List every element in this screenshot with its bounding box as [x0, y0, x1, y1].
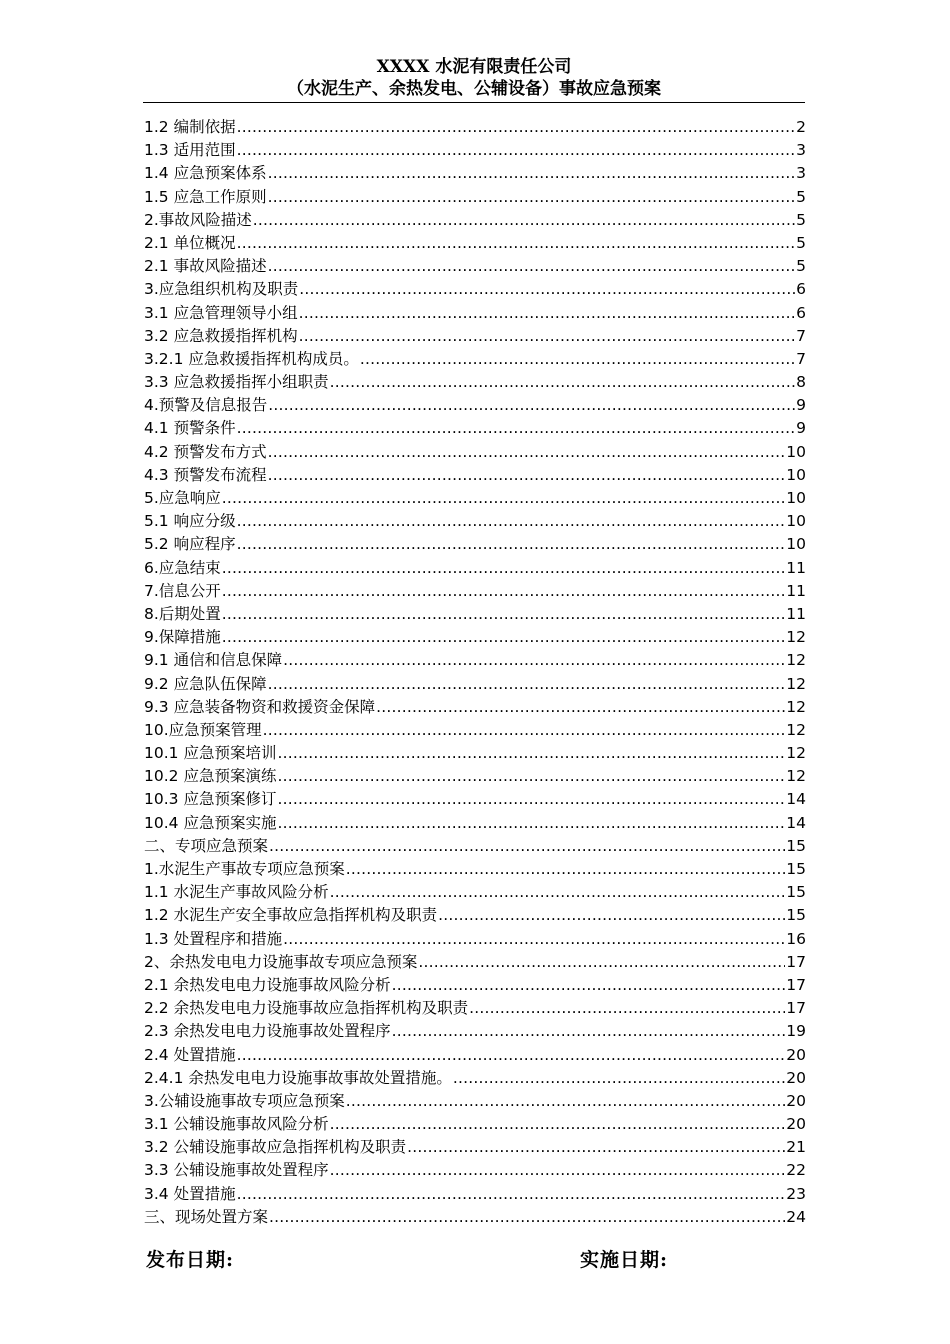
toc-dot-leader [299, 302, 796, 325]
toc-entry-title: 10.1 应急预案培训 [144, 744, 277, 763]
toc-dot-leader [346, 1090, 785, 1113]
toc-entry-title: 1.1 水泥生产事故风险分析 [144, 883, 329, 902]
toc-entry[interactable] [144, 1020, 806, 1043]
toc-entry[interactable] [144, 533, 806, 556]
toc-dot-leader [268, 394, 795, 417]
toc-entry-page-number: 5 [796, 187, 806, 206]
toc-entry[interactable] [144, 162, 806, 185]
toc-entry-title: 7.信息公开 [144, 581, 221, 600]
toc-entry[interactable] [144, 904, 806, 927]
toc-entry-title: 3.3 应急救援指挥小组职责 [144, 373, 329, 392]
toc-entry-title: 2.4 处置措施 [144, 1045, 236, 1064]
toc-entry-page-number: 11 [786, 604, 806, 623]
release-date-label: 发布日期: [146, 1249, 235, 1271]
toc-entry[interactable] [144, 510, 806, 533]
toc-entry-page-number: 5 [796, 210, 806, 229]
table-of-contents [144, 116, 806, 1229]
toc-entry-page-number: 17 [786, 975, 806, 994]
toc-entry-title: 二、专项应急预案 [144, 836, 269, 855]
toc-entry-page-number: 24 [786, 1207, 806, 1226]
toc-entry[interactable] [144, 951, 806, 974]
toc-entry-title: 5.2 响应程序 [144, 535, 236, 554]
toc-entry-page-number: 12 [786, 697, 806, 716]
toc-entry[interactable] [144, 1113, 806, 1136]
toc-dot-leader [222, 626, 785, 649]
toc-entry-title: 4.1 预警条件 [144, 419, 236, 438]
toc-entry[interactable] [144, 1159, 806, 1182]
toc-dot-leader [438, 904, 785, 927]
toc-entry[interactable] [144, 1090, 806, 1113]
toc-entry-page-number: 12 [786, 744, 806, 763]
toc-entry[interactable] [144, 881, 806, 904]
toc-dot-leader [360, 348, 795, 371]
toc-dot-leader [392, 974, 786, 997]
toc-entry-page-number: 17 [786, 952, 806, 971]
toc-dot-leader [269, 835, 785, 858]
toc-entry[interactable] [144, 232, 806, 255]
toc-dot-leader [330, 1113, 786, 1136]
toc-entry-title: 3.2 公辅设施事故应急指挥机构及职责 [144, 1138, 407, 1157]
toc-entry-page-number: 12 [786, 720, 806, 739]
toc-dot-leader [330, 881, 786, 904]
toc-dot-leader [269, 1206, 785, 1229]
toc-entry-title: 9.1 通信和信息保障 [144, 651, 283, 670]
toc-dot-leader [268, 255, 796, 278]
toc-dot-leader [268, 162, 796, 185]
toc-entry[interactable] [144, 812, 806, 835]
toc-entry-title: 4.2 预警发布方式 [144, 442, 267, 461]
toc-entry-title: 1.2 水泥生产安全事故应急指挥机构及职责 [144, 906, 438, 925]
toc-entry-title: 1.水泥生产事故专项应急预案 [144, 860, 345, 878]
effective-date-label: 实施日期: [580, 1249, 669, 1271]
toc-entry-title: 2.事故风险描述 [144, 210, 252, 229]
toc-entry[interactable] [144, 719, 806, 742]
toc-dot-leader [237, 510, 786, 533]
toc-entry-title: 9.3 应急装备物资和救援资金保障 [144, 697, 376, 716]
toc-entry-title: 2.4.1 余热发电电力设施事故事故处置措施。 [144, 1068, 452, 1087]
header-divider [143, 102, 805, 103]
toc-entry[interactable] [144, 278, 806, 301]
toc-entry-title: 9.保障措施 [144, 628, 221, 647]
toc-entry-title: 4.预警及信息报告 [144, 396, 268, 415]
toc-entry-page-number: 17 [786, 999, 806, 1018]
toc-entry[interactable] [144, 603, 806, 626]
toc-dot-leader [268, 673, 786, 696]
toc-entry-page-number: 20 [786, 1068, 806, 1087]
toc-entry-title: 1.2 编制依据 [144, 118, 236, 136]
toc-entry-page-number: 10 [786, 489, 806, 507]
toc-entry-title: 2.3 余热发电电力设施事故处置程序 [144, 1022, 391, 1041]
toc-dot-leader [237, 232, 796, 255]
toc-entry-page-number: 12 [786, 628, 806, 647]
toc-entry[interactable] [144, 788, 806, 811]
toc-entry-page-number: 15 [786, 860, 806, 878]
toc-entry[interactable] [144, 394, 806, 417]
toc-dot-leader [418, 951, 785, 974]
toc-entry[interactable] [144, 696, 806, 719]
toc-entry-title: 2、余热发电电力设施事故专项应急预案 [144, 952, 418, 971]
toc-entry-page-number: 12 [786, 674, 806, 693]
toc-entry-page-number: 5 [796, 233, 806, 252]
toc-entry-page-number: 10 [786, 465, 806, 484]
toc-entry[interactable] [144, 209, 806, 232]
toc-entry[interactable] [144, 1067, 806, 1090]
toc-entry-title: 2.1 单位概况 [144, 233, 236, 252]
toc-entry[interactable] [144, 487, 806, 510]
toc-entry[interactable] [144, 1183, 806, 1206]
toc-entry[interactable] [144, 116, 806, 139]
toc-dot-leader [222, 487, 785, 510]
toc-entry[interactable] [144, 255, 806, 278]
toc-entry-page-number: 11 [786, 558, 806, 577]
toc-entry[interactable] [144, 325, 806, 348]
toc-dot-leader [330, 371, 796, 394]
toc-entry-title: 2.1 余热发电电力设施事故风险分析 [144, 975, 391, 994]
toc-entry[interactable] [144, 835, 806, 858]
toc-entry-page-number: 21 [786, 1138, 806, 1157]
toc-entry-title: 9.2 应急队伍保障 [144, 674, 267, 693]
toc-entry[interactable] [144, 649, 806, 672]
toc-entry-page-number: 8 [796, 373, 806, 392]
toc-entry-title: 5.应急响应 [144, 489, 221, 507]
toc-entry-title: 1.3 处置程序和措施 [144, 929, 283, 948]
toc-entry-page-number: 14 [786, 790, 806, 809]
toc-dot-leader [277, 765, 785, 788]
toc-entry-page-number: 20 [786, 1115, 806, 1134]
toc-dot-leader [407, 1136, 785, 1159]
toc-entry-page-number: 20 [786, 1091, 806, 1110]
toc-entry-page-number: 3 [796, 141, 806, 160]
toc-entry-title: 2.2 余热发电电力设施事故应急指挥机构及职责 [144, 999, 469, 1018]
toc-entry[interactable] [144, 464, 806, 487]
toc-entry[interactable] [144, 417, 806, 440]
toc-entry-title: 8.后期处置 [144, 604, 221, 623]
toc-entry-title: 10.4 应急预案实施 [144, 813, 277, 832]
toc-entry[interactable] [144, 928, 806, 951]
toc-dot-leader [268, 441, 786, 464]
toc-entry-title: 10.2 应急预案演练 [144, 767, 277, 786]
toc-entry[interactable] [144, 858, 806, 881]
toc-entry[interactable] [144, 302, 806, 325]
toc-entry-title: 5.1 响应分级 [144, 512, 236, 531]
toc-entry-page-number: 16 [786, 929, 806, 948]
toc-entry-page-number: 12 [786, 767, 806, 786]
toc-entry-title: 1.5 应急工作原则 [144, 187, 267, 206]
toc-entry-page-number: 10 [786, 512, 806, 531]
toc-dot-leader [346, 858, 785, 881]
toc-entry-title: 3.3 公辅设施事故处置程序 [144, 1161, 329, 1180]
toc-dot-leader [277, 812, 785, 835]
toc-entry-page-number: 9 [796, 396, 806, 415]
toc-entry-title: 3.应急组织机构及职责 [144, 280, 299, 299]
toc-dot-leader [253, 209, 795, 232]
company-name: XXXX 水泥有限责任公司 [376, 57, 572, 77]
toc-entry-page-number: 3 [796, 164, 806, 183]
toc-entry[interactable] [144, 580, 806, 603]
toc-entry-page-number: 19 [786, 1022, 806, 1041]
toc-entry-title: 1.4 应急预案体系 [144, 164, 267, 183]
toc-entry-title: 3.2 应急救援指挥机构 [144, 326, 298, 345]
toc-entry-page-number: 11 [786, 581, 806, 600]
toc-dot-leader [237, 533, 786, 556]
toc-dot-leader [277, 742, 785, 765]
toc-entry[interactable] [144, 1044, 806, 1067]
toc-entry-page-number: 6 [796, 303, 806, 322]
toc-entry-title: 1.3 适用范围 [144, 141, 236, 160]
toc-entry-page-number: 15 [786, 883, 806, 902]
toc-entry-page-number: 7 [796, 349, 806, 368]
toc-entry-page-number: 6 [796, 280, 806, 299]
toc-entry[interactable] [144, 765, 806, 788]
toc-entry-page-number: 20 [786, 1045, 806, 1064]
toc-entry[interactable] [144, 974, 806, 997]
toc-entry[interactable] [144, 997, 806, 1020]
toc-entry-page-number: 15 [786, 906, 806, 925]
toc-entry-title: 3.公辅设施事故专项应急预案 [144, 1091, 345, 1110]
toc-dot-leader [277, 788, 785, 811]
toc-entry[interactable] [144, 1206, 806, 1229]
toc-dot-leader [237, 116, 796, 139]
toc-dot-leader [263, 719, 786, 742]
toc-dot-leader [237, 417, 796, 440]
toc-dot-leader [222, 580, 785, 603]
toc-dot-leader [330, 1159, 786, 1182]
toc-dot-leader [237, 1044, 786, 1067]
toc-entry-page-number: 10 [786, 535, 806, 554]
toc-dot-leader [283, 928, 785, 951]
page-header [143, 56, 805, 100]
toc-entry-title: 3.1 应急管理领导小组 [144, 303, 298, 322]
toc-entry-page-number: 22 [786, 1161, 806, 1180]
toc-entry-title: 3.1 公辅设施事故风险分析 [144, 1115, 329, 1134]
toc-entry-page-number: 12 [786, 651, 806, 670]
toc-dot-leader [268, 186, 796, 209]
toc-entry-title: 3.4 处置措施 [144, 1184, 236, 1203]
toc-entry[interactable] [144, 557, 806, 580]
toc-dot-leader [469, 997, 785, 1020]
toc-entry[interactable] [144, 348, 806, 371]
toc-entry-page-number: 5 [796, 257, 806, 276]
toc-entry-title: 10.3 应急预案修订 [144, 790, 277, 809]
toc-entry-title: 3.2.1 应急救援指挥机构成员。 [144, 349, 359, 368]
toc-entry[interactable] [144, 371, 806, 394]
toc-dot-leader [268, 464, 786, 487]
toc-dot-leader [453, 1067, 785, 1090]
toc-entry[interactable] [144, 742, 806, 765]
toc-dot-leader [392, 1020, 786, 1043]
toc-entry-title: 4.3 预警发布流程 [144, 465, 267, 484]
toc-dot-leader [299, 278, 795, 301]
toc-entry-title: 6.应急结束 [144, 558, 221, 577]
toc-entry[interactable] [144, 626, 806, 649]
toc-entry[interactable] [144, 441, 806, 464]
toc-entry-page-number: 2 [796, 118, 806, 136]
toc-entry-title: 三、现场处置方案 [144, 1207, 269, 1226]
toc-entry-page-number: 10 [786, 442, 806, 461]
toc-dot-leader [376, 696, 785, 719]
toc-entry-title: 10.应急预案管理 [144, 720, 262, 739]
toc-dot-leader [222, 603, 785, 626]
toc-entry-page-number: 7 [796, 326, 806, 345]
toc-dot-leader [299, 325, 796, 348]
toc-entry[interactable] [144, 186, 806, 209]
document-title: （水泥生产、余热发电、公辅设备）事故应急预案 [287, 79, 661, 99]
toc-dot-leader [237, 139, 796, 162]
toc-dot-leader [222, 557, 785, 580]
toc-entry[interactable] [144, 1136, 806, 1159]
toc-entry[interactable] [144, 673, 806, 696]
toc-entry-page-number: 15 [786, 836, 806, 855]
toc-entry-page-number: 14 [786, 813, 806, 832]
toc-entry-page-number: 9 [796, 419, 806, 438]
toc-entry-page-number: 23 [786, 1184, 806, 1203]
toc-entry[interactable] [144, 139, 806, 162]
toc-dot-leader [283, 649, 785, 672]
toc-entry-title: 2.1 事故风险描述 [144, 257, 267, 276]
toc-dot-leader [237, 1183, 786, 1206]
